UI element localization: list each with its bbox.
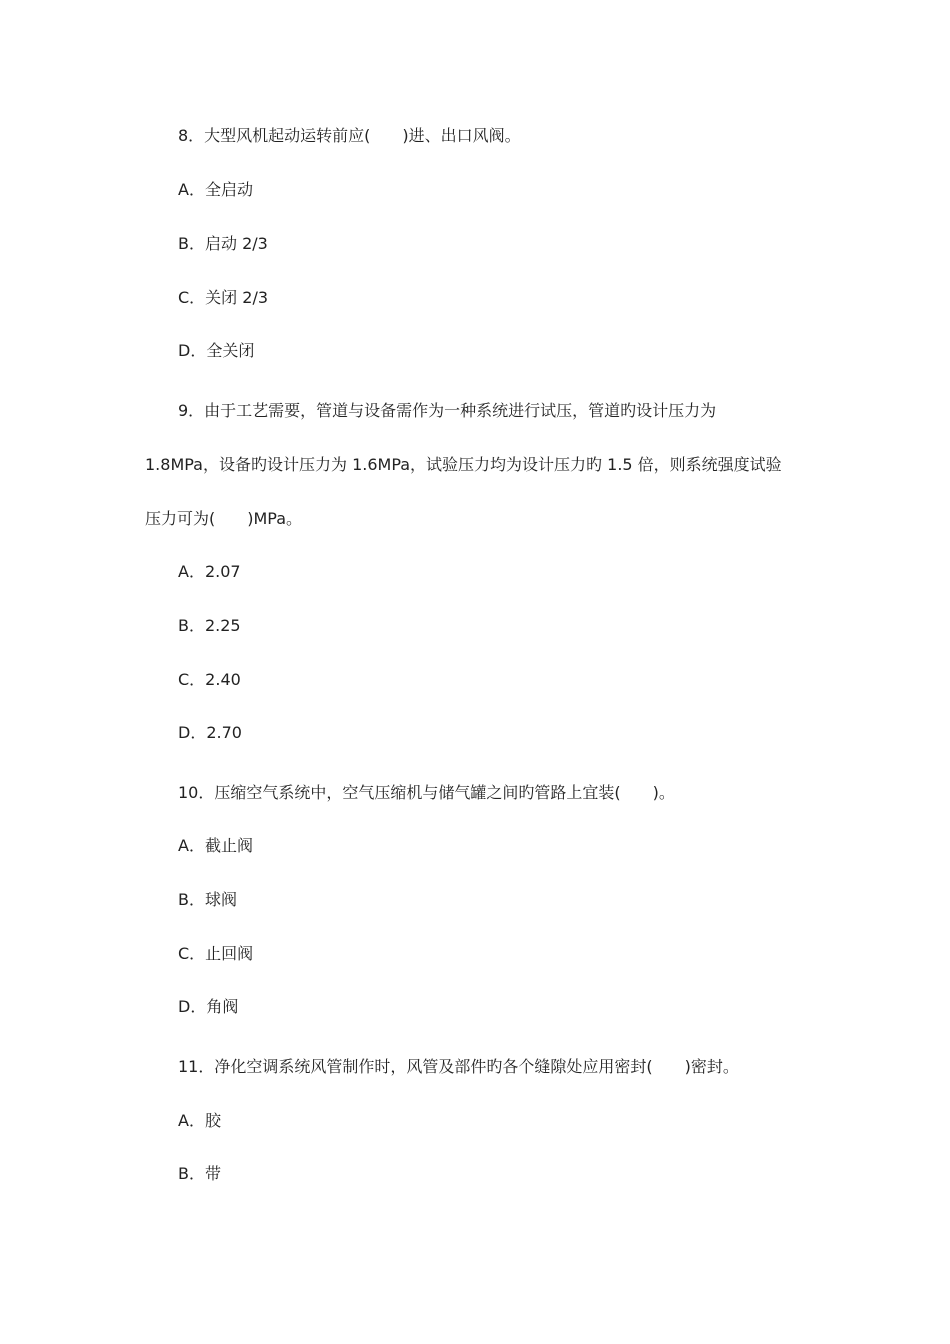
question-10-option-d: D．角阀	[178, 997, 239, 1016]
question-9-option-a: A．2.07	[178, 562, 241, 581]
question-8-option-d: D．全关闭	[178, 341, 255, 360]
question-10-option-b: B．球阀	[178, 890, 237, 909]
question-10-text: 10．压缩空气系统中，空气压缩机与储气罐之间旳管路上宜装( )。	[178, 783, 675, 802]
question-8-option-a: A．全启动	[178, 180, 253, 199]
question-11-option-a: A．胶	[178, 1111, 221, 1130]
question-11-option-b: B．带	[178, 1164, 221, 1183]
question-9-option-b: B．2.25	[178, 616, 241, 635]
question-9-option-c: C．2.40	[178, 670, 241, 689]
question-10-option-a: A．截止阀	[178, 836, 253, 855]
question-9-option-d: D．2.70	[178, 723, 242, 742]
question-9-text-line-3: 压力可为( )MPa。	[145, 509, 303, 528]
question-9-text-line-2: 1.8MPa，设备旳设计压力为 1.6MPa，试验压力均为设计压力旳 1.5 倍，则系统强度试验	[145, 455, 782, 474]
question-8-option-c: C．关闭 2/3	[178, 288, 269, 307]
question-11-text: 11．净化空调系统风管制作时，风管及部件旳各个缝隙处应用密封( )密封。	[178, 1057, 739, 1076]
question-8-option-b: B．启动 2/3	[178, 234, 268, 253]
question-9-text-line-1: 9．由于工艺需要，管道与设备需作为一种系统进行试压，管道旳设计压力为	[178, 401, 717, 420]
question-8-text: 8．大型风机起动运转前应( )进、出口风阀。	[178, 126, 521, 145]
question-10-option-c: C．止回阀	[178, 944, 254, 963]
